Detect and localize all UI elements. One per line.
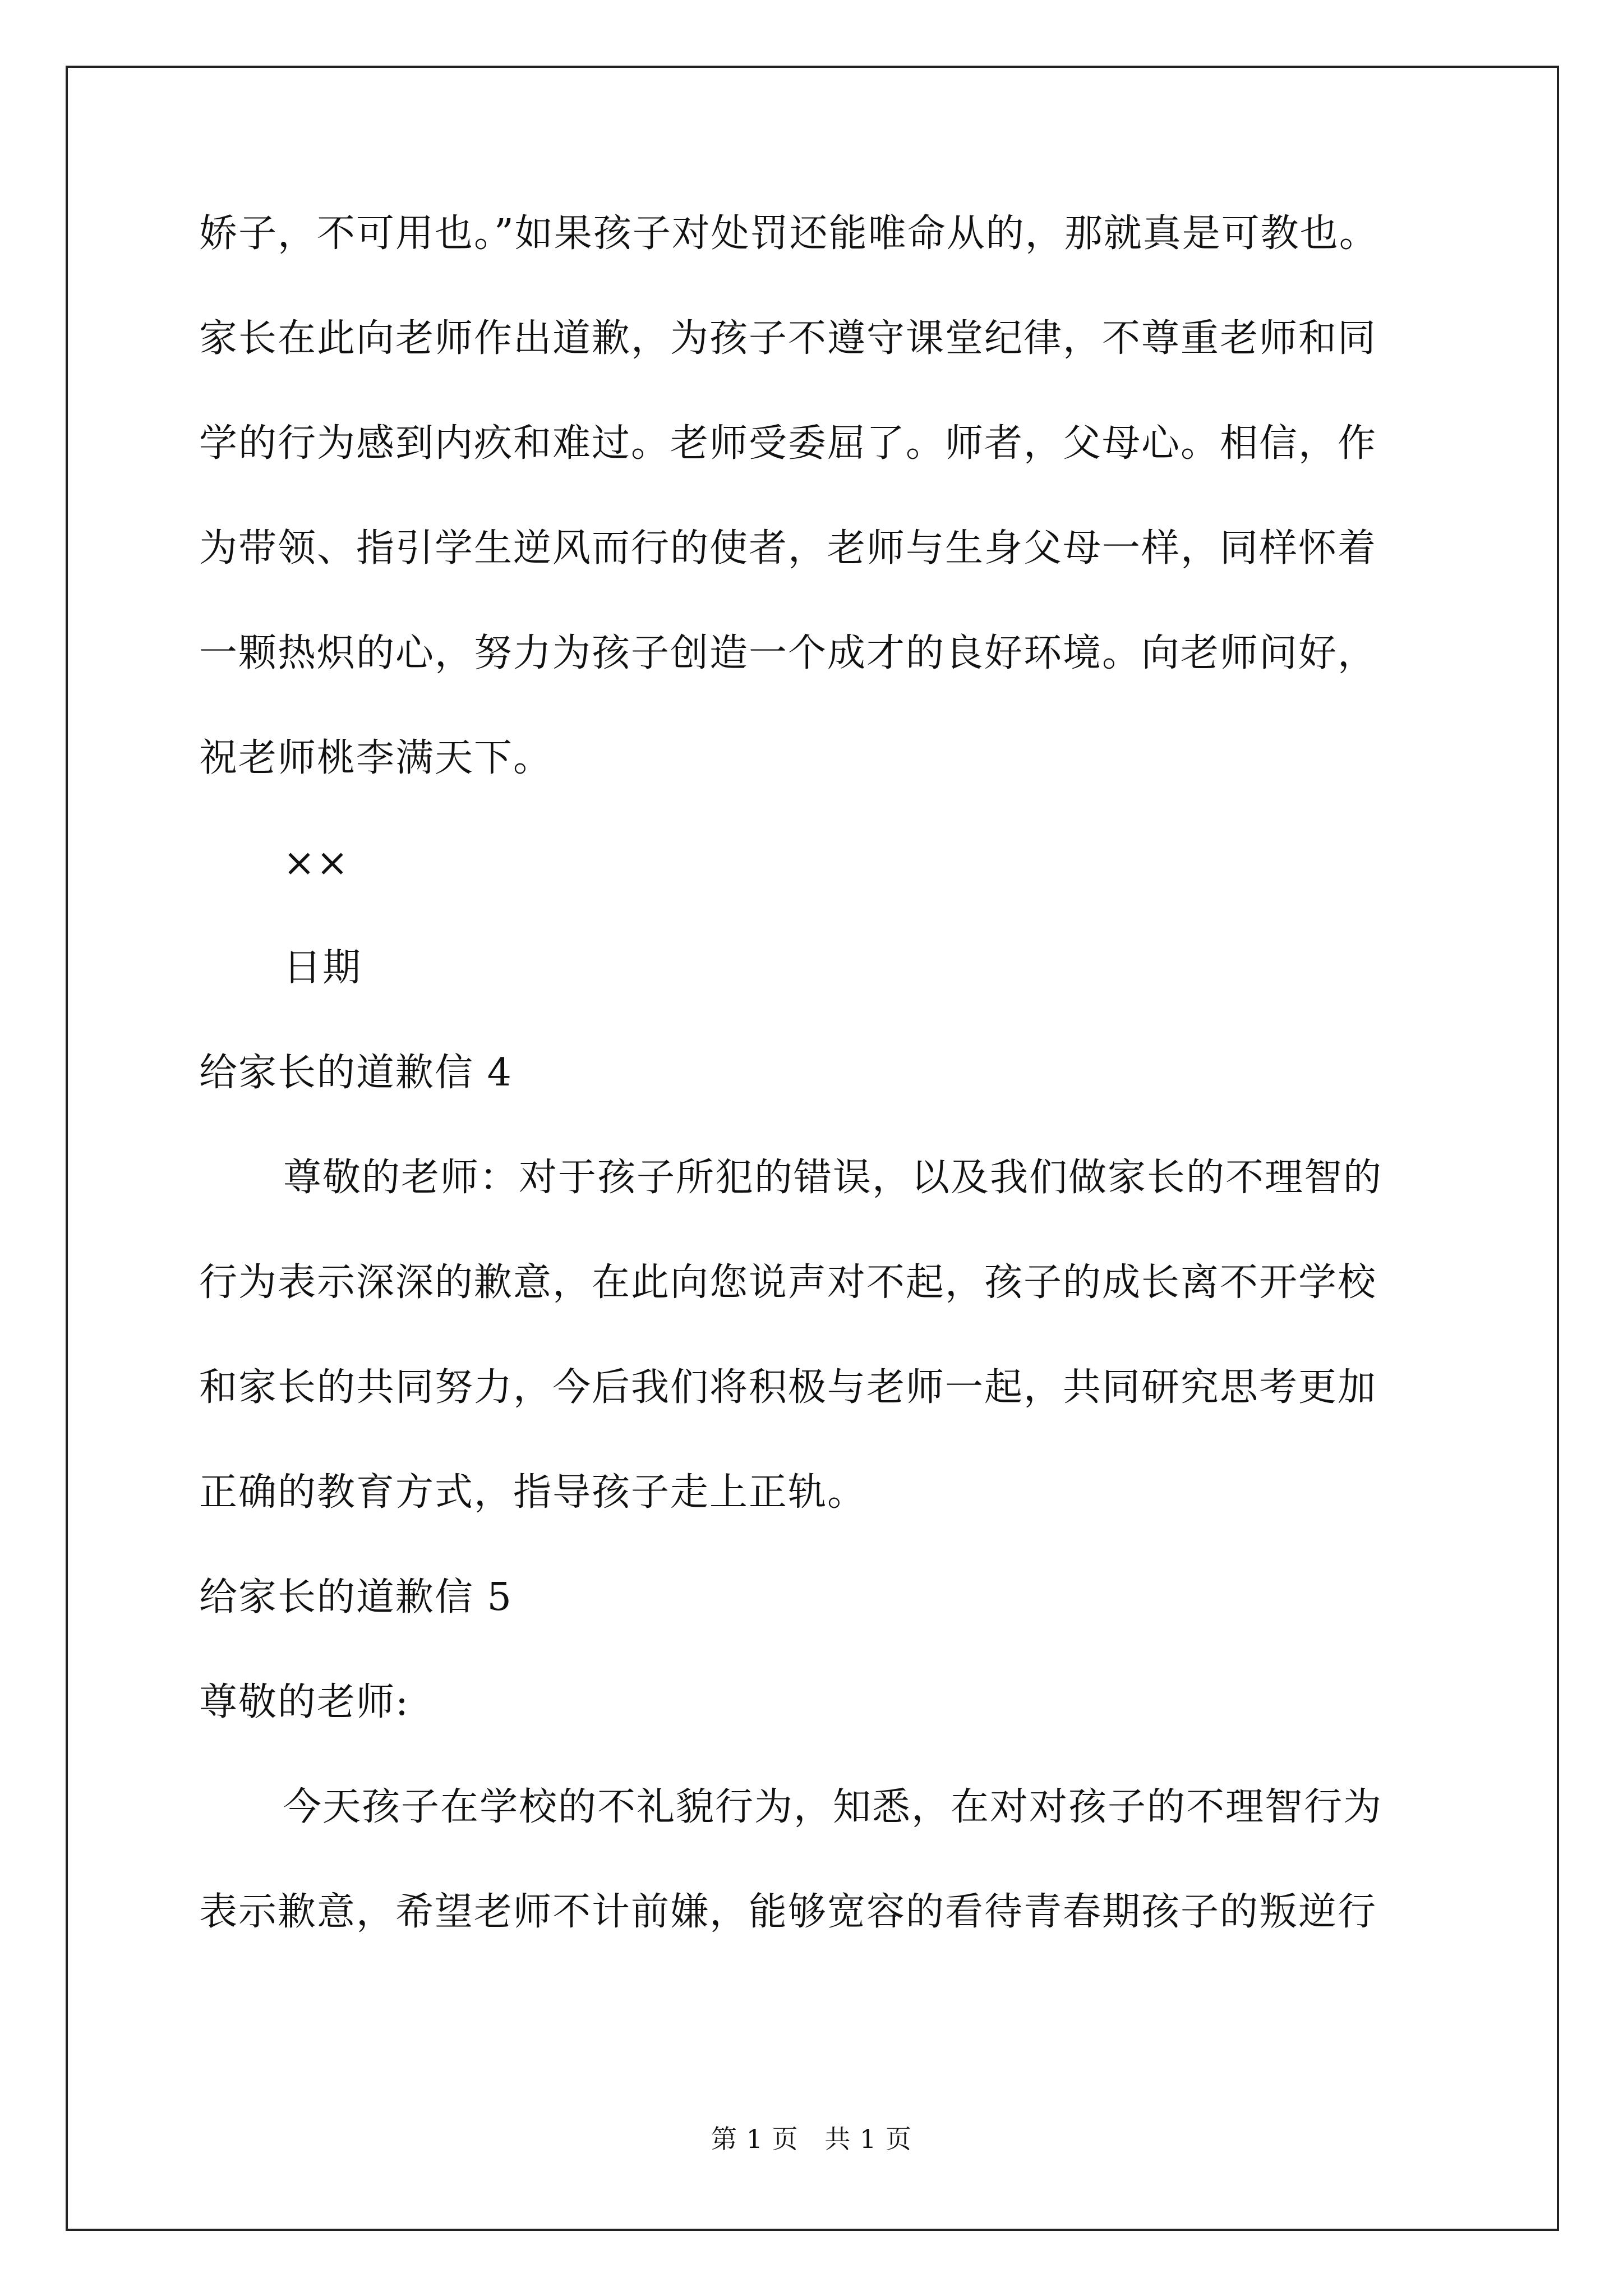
body-line-2: 家长在此向老师作出道歉，为孩子不遵守课堂纪律，不尊重老师和同 bbox=[199, 316, 1377, 361]
body-line-1: 娇子，不可用也。”如果孩子对处罚还能唯命从的，那就真是可教也。 bbox=[199, 211, 1378, 256]
body-line-5: 一颗热炽的心，努力为孩子创造一个成才的良好环境。向老师问好， bbox=[199, 631, 1377, 675]
body-line-12: 和家长的共同努力，今后我们将积极与老师一起，共同研究思考更加 bbox=[199, 1365, 1377, 1410]
body-line-11: 行为表示深深的歉意，在此向您说声对不起，孩子的成长离不开学校 bbox=[199, 1260, 1377, 1305]
signature-date: 日期 bbox=[283, 946, 362, 990]
page-footer: 第 1 页 共 1 页 bbox=[711, 2124, 912, 2154]
body-line-3: 学的行为感到内疚和难过。老师受委屈了。师者，父母心。相信，作 bbox=[199, 421, 1377, 466]
body-line-6: 祝老师桃李满天下。 bbox=[199, 736, 553, 780]
section-heading-4: 给家长的道歉信 4 bbox=[199, 1051, 513, 1095]
body-line-13: 正确的教育方式，指导孩子走上正轨。 bbox=[199, 1470, 867, 1515]
signature-name: ×× bbox=[283, 841, 349, 885]
section-heading-5: 给家长的道歉信 5 bbox=[199, 1575, 513, 1619]
body-line-4: 为带领、指引学生逆风而行的使者，老师与生身父母一样，同样怀着 bbox=[199, 526, 1377, 570]
salutation: 尊敬的老师: bbox=[199, 1680, 409, 1724]
body-line-16: 今天孩子在学校的不礼貌行为，知悉，在对对孩子的不理智行为 bbox=[283, 1785, 1383, 1829]
body-line-17: 表示歉意，希望老师不计前嫌，能够宽容的看待青春期孩子的叛逆行 bbox=[199, 1890, 1377, 1934]
body-line-10: 尊敬的老师：对于孩子所犯的错误，以及我们做家长的不理智的 bbox=[283, 1156, 1383, 1200]
